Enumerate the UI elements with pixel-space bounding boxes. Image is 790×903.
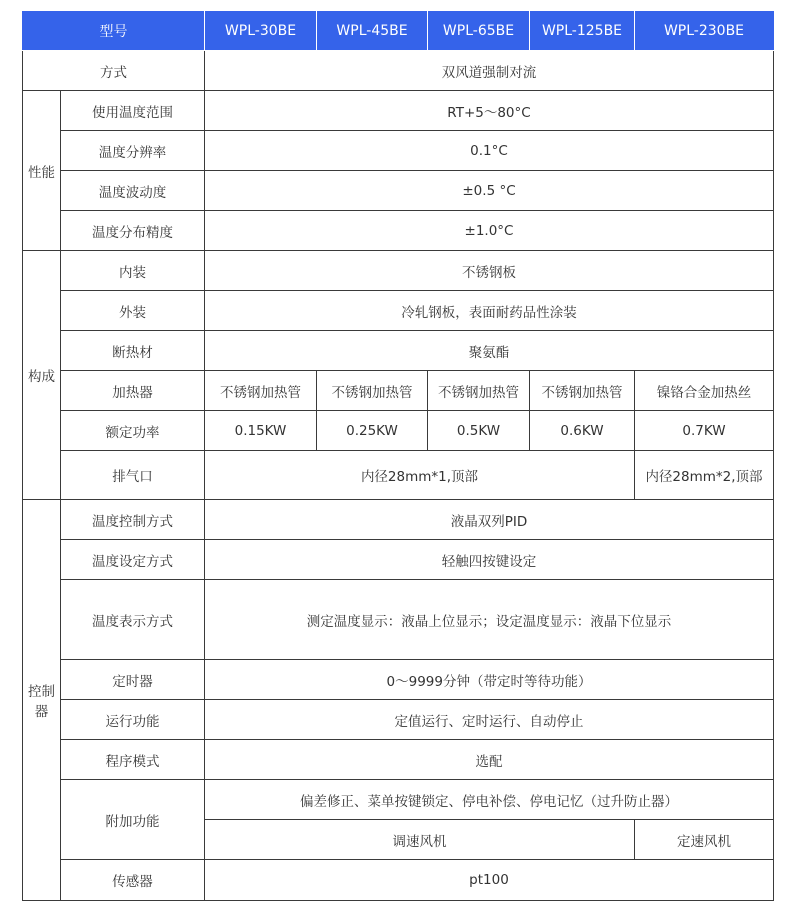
- fan-value-variable: 调速风机: [205, 820, 635, 860]
- row-label: 额定功率: [61, 411, 205, 451]
- row-value: 0～9999分钟（带定时等待功能）: [205, 660, 774, 700]
- row-program-mode: [23, 740, 774, 780]
- row-mode: [23, 51, 774, 91]
- row-value: 0.1°C: [205, 131, 774, 171]
- power-value: 0.5KW: [428, 411, 530, 451]
- row-temp-setting: [23, 540, 774, 580]
- row-value: 双风道强制对流: [205, 51, 774, 91]
- row-label: 程序模式: [61, 740, 205, 780]
- row-label: 外装: [61, 291, 205, 331]
- row-temp-control: [23, 500, 774, 540]
- row-value: 偏差修正、菜单按键锁定、停电补偿、停电记忆（过升防止器）: [205, 780, 774, 820]
- row-label: 定时器: [61, 660, 205, 700]
- row-value: RT+5～80°C: [205, 91, 774, 131]
- power-value: 0.6KW: [530, 411, 635, 451]
- row-sensor: [23, 860, 774, 901]
- heater-value: 不锈钢加热管: [317, 371, 428, 411]
- row-run-function: [23, 700, 774, 740]
- row-value: pt100: [205, 860, 774, 901]
- power-value: 0.25KW: [317, 411, 428, 451]
- group-label-line: 器: [34, 704, 49, 720]
- row-value: 选配: [205, 740, 774, 780]
- model-name: WPL-125BE: [530, 12, 635, 51]
- heater-value: 不锈钢加热管: [530, 371, 635, 411]
- exhaust-value-large: 内径28mm*2,顶部: [635, 451, 774, 500]
- row-insulation: [23, 331, 774, 371]
- row-value: 冷轧钢板，表面耐药品性涂装: [205, 291, 774, 331]
- row-label: 方式: [23, 51, 205, 91]
- row-value: 轻触四按键设定: [205, 540, 774, 580]
- row-label: 附加功能: [61, 780, 205, 860]
- row-power: [23, 411, 774, 451]
- row-label: 温度分辨率: [61, 131, 205, 171]
- group-label-construction: 构成: [23, 251, 61, 500]
- row-timer: [23, 660, 774, 700]
- row-interior: [23, 251, 774, 291]
- row-value: 聚氨酯: [205, 331, 774, 371]
- model-name: WPL-65BE: [428, 12, 530, 51]
- exhaust-value-small: 内径28mm*1,顶部: [205, 451, 635, 500]
- row-label: 加热器: [61, 371, 205, 411]
- row-value: 不锈钢板: [205, 251, 774, 291]
- model-name: WPL-30BE: [205, 12, 317, 51]
- group-label-performance: 性能: [23, 91, 61, 251]
- row-label: 传感器: [61, 860, 205, 901]
- group-label-control: [23, 500, 61, 901]
- row-exhaust: [23, 451, 774, 500]
- model-name: WPL-230BE: [635, 12, 774, 51]
- row-label: 排气口: [61, 451, 205, 500]
- heater-value: 不锈钢加热管: [205, 371, 317, 411]
- row-extra-functions: [23, 780, 774, 820]
- heater-value: 镍铬合金加热丝: [635, 371, 774, 411]
- row-label: 运行功能: [61, 700, 205, 740]
- row-value: 液晶双列PID: [205, 500, 774, 540]
- row-label: 内装: [61, 251, 205, 291]
- header-row: [23, 12, 774, 51]
- row-label: 使用温度范围: [61, 91, 205, 131]
- row-label: 温度波动度: [61, 171, 205, 211]
- row-value: ±1.0°C: [205, 211, 774, 251]
- row-value: 定值运行、定时运行、自动停止: [205, 700, 774, 740]
- heater-value: 不锈钢加热管: [428, 371, 530, 411]
- power-value: 0.15KW: [205, 411, 317, 451]
- model-name: WPL-45BE: [317, 12, 428, 51]
- row-temp-fluctuation: [23, 171, 774, 211]
- row-value: 测定温度显示：液晶上位显示；设定温度显示：液晶下位显示: [205, 580, 774, 660]
- model-header-label: 型号: [23, 12, 205, 51]
- row-label: 温度设定方式: [61, 540, 205, 580]
- row-label: 温度表示方式: [61, 580, 205, 660]
- spec-table: [22, 11, 774, 901]
- power-value: 0.7KW: [635, 411, 774, 451]
- row-temp-uniformity: [23, 211, 774, 251]
- row-temp-resolution: [23, 131, 774, 171]
- row-value: ±0.5 °C: [205, 171, 774, 211]
- row-label: 温度分布精度: [61, 211, 205, 251]
- row-temp-range: [23, 91, 774, 131]
- row-heater: [23, 371, 774, 411]
- group-label-line: 控制: [28, 684, 55, 700]
- row-exterior: [23, 291, 774, 331]
- fan-value-fixed: 定速风机: [635, 820, 774, 860]
- row-temp-display: [23, 580, 774, 660]
- row-label: 断热材: [61, 331, 205, 371]
- row-label: 温度控制方式: [61, 500, 205, 540]
